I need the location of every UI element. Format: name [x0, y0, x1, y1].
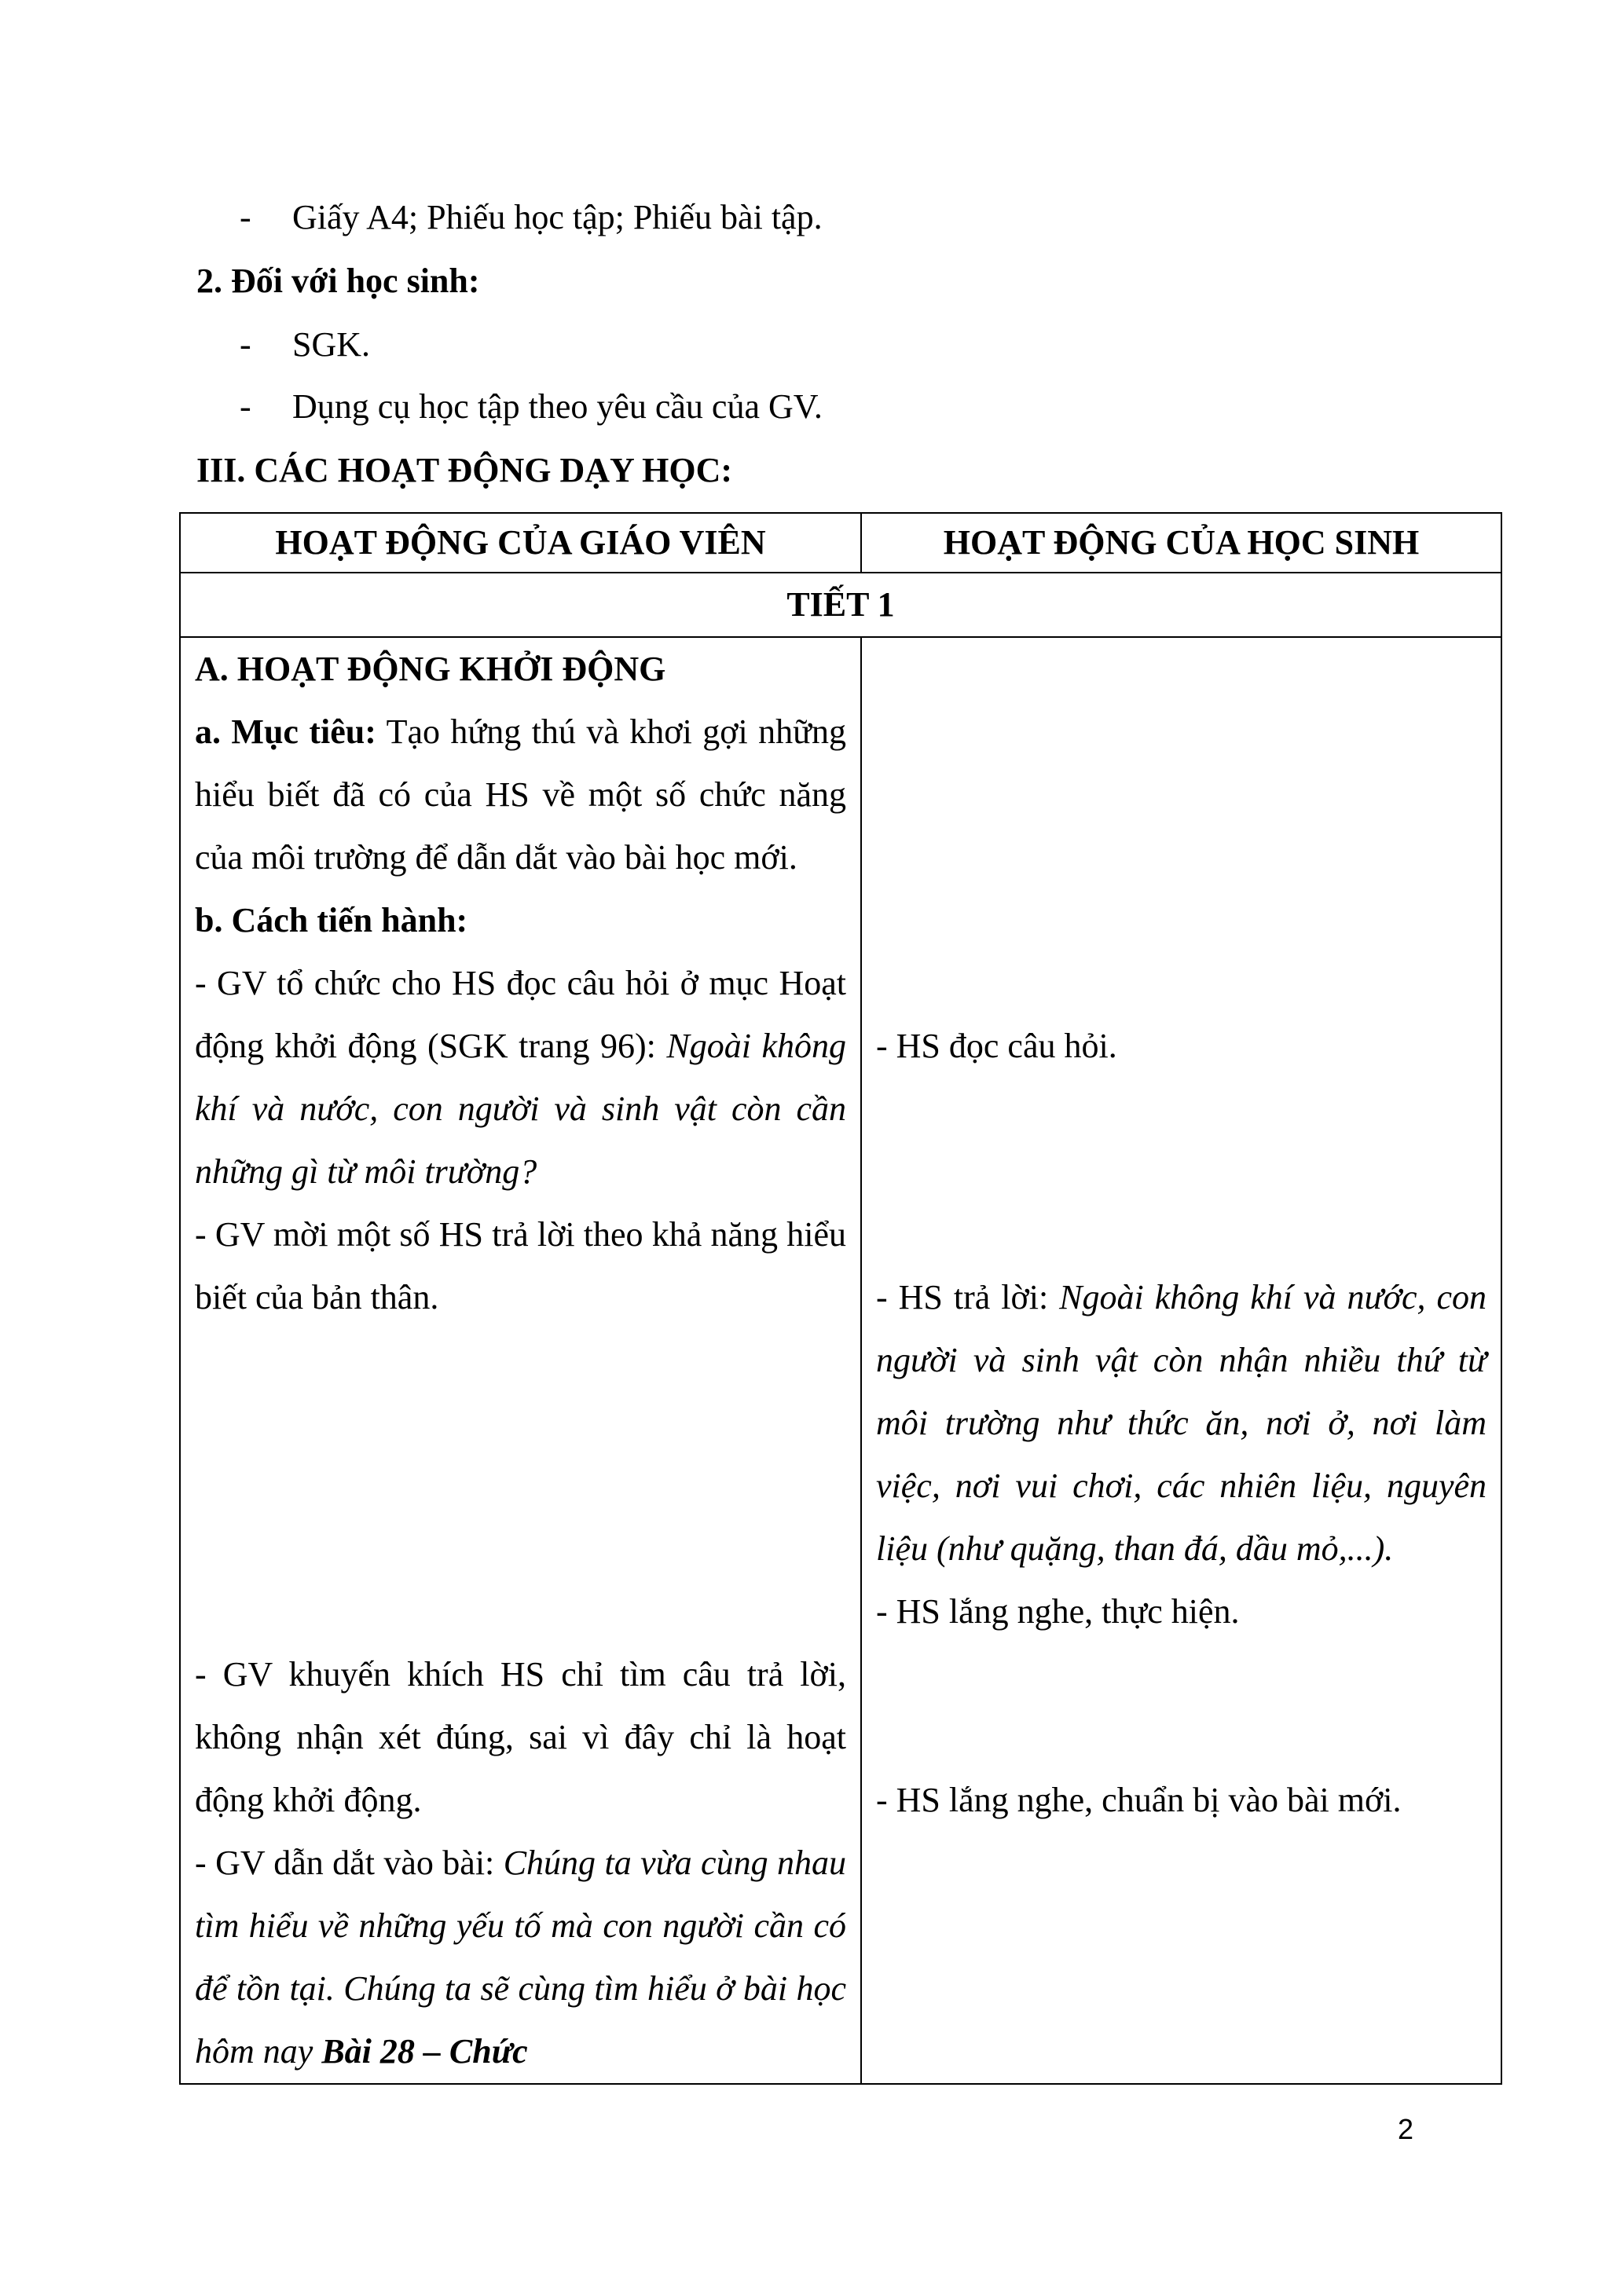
- teacher-activity-cell: [180, 637, 861, 2084]
- table-header-row: [180, 513, 1501, 573]
- bullet-dash: -: [240, 198, 251, 236]
- material-text: Dụng cụ học tập theo yêu cầu của GV.: [292, 387, 823, 426]
- student-step-1: - HS đọc câu hỏi.: [876, 1027, 1117, 1065]
- student-step-text: - HS trả lời:: [876, 1278, 1060, 1316]
- activity-title: A. HOẠT ĐỘNG KHỞI ĐỘNG: [195, 650, 666, 688]
- teacher-step-1: [195, 952, 846, 1203]
- spacer: [195, 1329, 846, 1643]
- spacer: [876, 1078, 1487, 1266]
- teacher-step-intro: Chúng ta vừa cùng nhau tìm hiểu về những yếu tố mà con người cần có để tồn tại. Chúng ta sẽ cùng tìm hiểu ở bài học hôm nay: [195, 1844, 846, 2071]
- bullet-dash: -: [240, 387, 251, 426]
- spacer: [876, 1643, 1487, 1769]
- student-activity-cell: [861, 637, 1501, 2084]
- objective-paragraph: [195, 701, 846, 889]
- student-answer: Ngoài không khí và nước, con người và sinh vật còn nhận nhiều thứ từ môi trường như thức ăn, nơi ở, nơi làm việc, nơi vui chơi, các nhiên liệu, nguyên liệu (như quặng, than đá, dầu mỏ,...).: [876, 1278, 1487, 1568]
- period-label: TIẾT 1: [180, 573, 1501, 637]
- spacer: [876, 638, 1487, 1015]
- period-row: [180, 573, 1501, 637]
- student-step-2: [876, 1266, 1487, 1580]
- lesson-title: Bài 28 – Chức: [321, 2032, 528, 2071]
- student-step-3: - HS lắng nghe, thực hiện.: [876, 1592, 1240, 1631]
- teacher-step-text: - GV dẫn dắt vào bài:: [195, 1844, 504, 1882]
- objective-label: a. Mục tiêu:: [195, 712, 376, 751]
- bullet-dash: -: [240, 325, 251, 364]
- col-header-student: HOẠT ĐỘNG CỦA HỌC SINH: [861, 513, 1501, 573]
- page-number: 2: [1397, 2113, 1413, 2145]
- teacher-step-4: [195, 1832, 846, 2083]
- table-row: [180, 637, 1501, 2084]
- teacher-step-2: - GV mời một số HS trả lời theo khả năng hiểu biết của bản thân.: [195, 1215, 846, 1316]
- objective-text: Tạo hứng thú và khơi gợi những hiểu biết đã có của HS về một số chức năng của môi trường để dẫn dắt vào bài học mới.: [195, 712, 847, 877]
- student-step-4: - HS lắng nghe, chuẩn bị vào bài mới.: [876, 1781, 1402, 1819]
- material-text: SGK.: [292, 325, 371, 364]
- students-heading: 2. Đối với học sinh:: [196, 262, 480, 300]
- material-text: Giấy A4; Phiếu học tập; Phiếu bài tập.: [292, 198, 823, 236]
- col-header-teacher: HOẠT ĐỘNG CỦA GIÁO VIÊN: [180, 513, 861, 573]
- procedure-label: b. Cách tiến hành:: [195, 901, 468, 939]
- teacher-step-3: - GV khuyến khích HS chỉ tìm câu trả lời, không nhận xét đúng, sai vì đây chỉ là hoạt động khởi động.: [195, 1655, 846, 1819]
- section-heading: III. CÁC HOẠT ĐỘNG DẠY HỌC:: [196, 451, 733, 489]
- teacher-step-question: Ngoài không khí và nước, con người và sinh vật còn cần những gì từ môi trường?: [195, 1027, 846, 1191]
- lesson-activity-table: [179, 512, 1502, 2085]
- teacher-step-text: - GV tổ chức cho HS đọc câu hỏi ở mục Hoạt động khởi động (SGK trang 96):: [195, 964, 846, 1065]
